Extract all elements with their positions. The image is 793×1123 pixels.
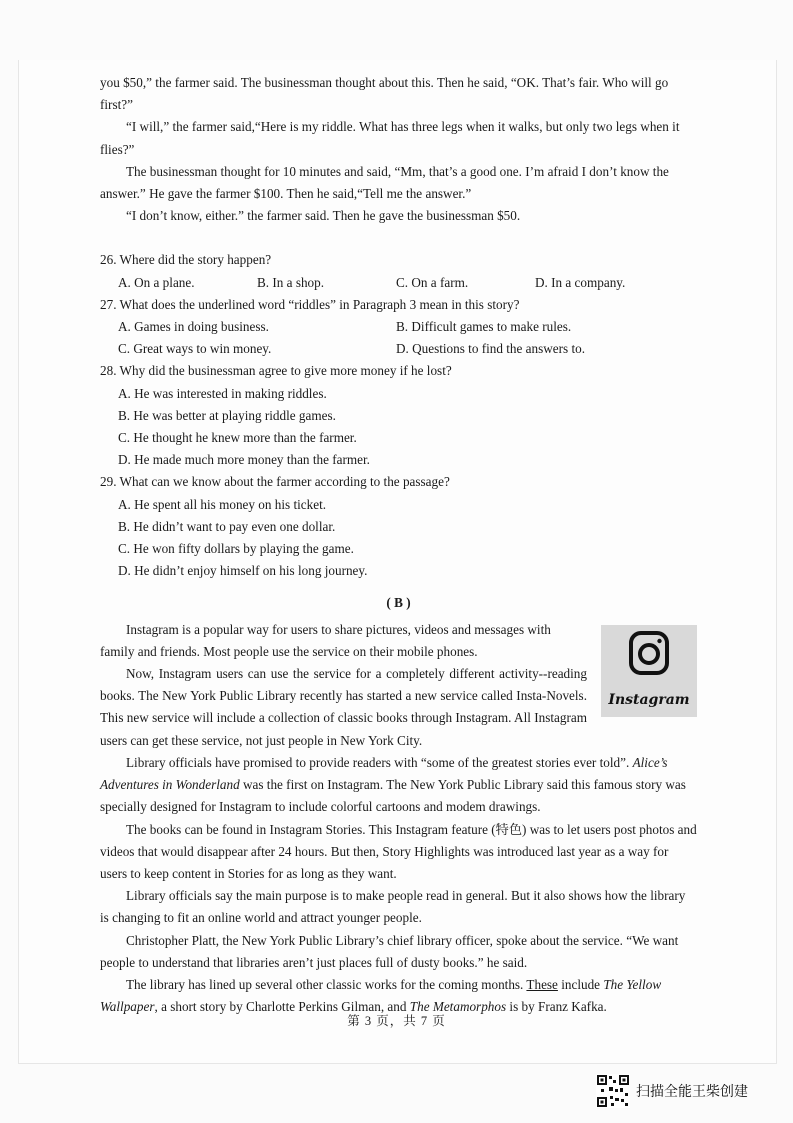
question-stem: 26. Where did the story happen? [100, 252, 272, 268]
book-title: Alice’s Adventures in Wonderland [100, 754, 668, 793]
article-paragraph: The books can be found in Instagram Stories. This Instagram feature (特色) was to let users post photos and videos that would disappear after 24 hours. But then, Story Highlights was introduced last year as a way for users to keep content in Stories for as long as they want. [100, 821, 697, 881]
paragraph-text: is by Franz Kafka. [506, 999, 607, 1015]
article-paragraph: Instagram is a popular way for users to share pictures, videos and messages with family and friends. Most people use the service on their mobile phones. [100, 621, 551, 659]
option-d: D. He made much more money than the farmer. [118, 452, 370, 468]
option-b: B. In a shop. [257, 274, 325, 290]
option-b: B. He didn’t want to pay even one dollar. [118, 518, 336, 534]
paragraph-text: Library officials have promised to provide readers with “some of the greatest stories ever told”. [126, 754, 633, 770]
paragraph-text: , a short story by Charlotte Perkins Gilman, and [154, 999, 410, 1015]
underlined-word: These [526, 976, 558, 992]
option-a: A. He spent all his money on his ticket. [118, 496, 327, 512]
story-paragraph: “I will,” the farmer said,“Here is my riddle. What has three legs when it walks, but only two legs when it flies?” [100, 119, 680, 157]
question-26 [100, 249, 697, 293]
paragraph-text: include [557, 976, 604, 992]
question-stem: 28. Why did the businessman agree to give more money if he lost? [100, 363, 452, 379]
book-title: The Metamorphos [409, 999, 507, 1015]
option-b: B. He was better at playing riddle games. [118, 407, 336, 423]
story-paragraph: you $50,” the farmer said. The businessman thought about this. Then he said, “OK. That’s fair. Who will go first?” [100, 75, 669, 113]
option-a: A. Games in doing business. [118, 319, 269, 335]
qr-code-icon [596, 1074, 630, 1108]
article-paragraph: Library officials say the main purpose is to make people read in general. But it also shows how the library is changing to fit an online world and attract younger people. [100, 888, 686, 926]
article-paragraph: Now, Instagram users can use the service for a completely different activity--reading books. The New York Public Library recently has started a new service called Insta-Novels. This new service will include a collection of classic books through Instagram. All Instagram users can get these service, not just people in New York City. [100, 666, 587, 748]
question-stem: 29. What can we know about the farmer according to the passage? [100, 474, 450, 490]
question-stem: 27. What does the underlined word “riddles” in Paragraph 3 mean in this story? [100, 296, 520, 312]
section-b-heading: ( B ) [386, 595, 411, 611]
option-a: A. On a plane. [118, 274, 195, 290]
option-c: C. He thought he knew more than the farmer. [118, 430, 357, 446]
option-d: D. In a company. [535, 274, 626, 290]
option-a: A. He was interested in making riddles. [118, 385, 327, 401]
story-paragraph: “I don’t know, either.” the farmer said. Then he gave the businessman $50. [126, 208, 521, 224]
question-27 [100, 294, 697, 361]
paragraph-text: was the first on Instagram. The New York Public Library said this famous story was specially designed for Instagram to include colorful cartoons and modem drawings. [100, 777, 686, 815]
book-title: The Yellow Wallpaper [100, 976, 662, 1015]
page-footer: 第 3 页，共 7 页 [347, 1014, 446, 1028]
scanner-watermark [596, 1074, 748, 1108]
instagram-logo [601, 625, 697, 717]
option-c: C. Great ways to win money. [118, 341, 272, 357]
option-c: C. He won fifty dollars by playing the game. [118, 541, 354, 557]
scanner-label: 扫描全能王柴创建 [636, 1084, 748, 1100]
option-c: C. On a farm. [396, 274, 469, 290]
instagram-wordmark: Instagram [608, 691, 690, 708]
article-paragraph [100, 752, 697, 819]
document-body [100, 72, 697, 1018]
story-paragraph: The businessman thought for 10 minutes and said, “Mm, that’s a good one. I’m afraid I don’t know the answer.” He gave the farmer $100. Then he said,“Tell me the answer.” [100, 163, 669, 202]
paragraph-text: The library has lined up several other classic works for the coming months. [126, 976, 527, 992]
option-b: B. Difficult games to make rules. [396, 319, 572, 335]
option-d: D. Questions to find the answers to. [396, 341, 585, 357]
article-paragraph: Christopher Platt, the New York Public Library’s chief library officer, spoke about the service. “We want people to understand that libraries aren’t just places full of dusty books.” he said. [100, 932, 679, 970]
question-29 [100, 471, 697, 582]
question-28 [100, 360, 697, 471]
option-d: D. He didn’t enjoy himself on his long journey. [118, 563, 368, 579]
